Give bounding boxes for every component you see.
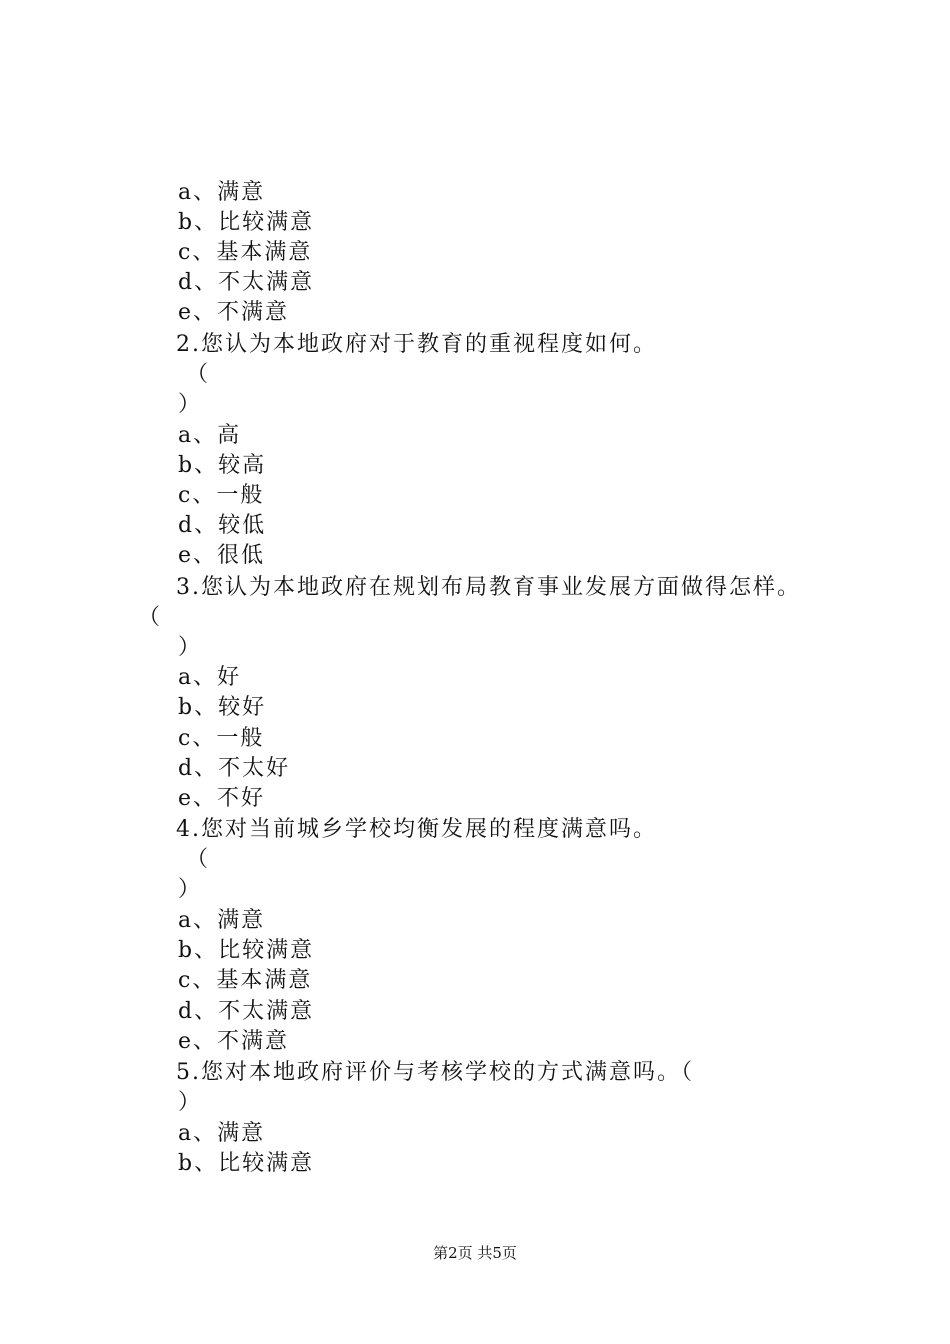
q2-option-d: d、较低 xyxy=(178,513,267,538)
q1-option-a: a、满意 xyxy=(178,180,266,205)
question-4-paren-open: （ xyxy=(186,847,211,872)
q5-option-a: a、满意 xyxy=(178,1121,266,1146)
q3-option-a: a、好 xyxy=(178,665,242,690)
q3-option-d: d、不太好 xyxy=(178,756,291,781)
page-number-footer: 第2页 共5页 xyxy=(433,1244,517,1262)
q4-option-e: e、不满意 xyxy=(178,1029,290,1054)
q4-option-a: a、满意 xyxy=(178,908,266,933)
q1-option-e: e、不满意 xyxy=(178,300,290,325)
question-4: 4.您对当前城乡学校均衡发展的程度满意吗。 xyxy=(176,817,657,842)
question-5: 5.您对本地政府评价与考核学校的方式满意吗。（ xyxy=(176,1060,694,1085)
q2-option-a: a、高 xyxy=(178,423,242,448)
question-2: 2.您认为本地政府对于教育的重视程度如何。 xyxy=(176,332,657,357)
q5-option-b: b、比较满意 xyxy=(178,1151,315,1176)
q2-option-e: e、很低 xyxy=(178,543,266,568)
q1-option-d: d、不太满意 xyxy=(178,270,315,295)
q3-option-c: c、一般 xyxy=(178,726,265,751)
q3-option-b: b、较好 xyxy=(178,695,267,720)
question-2-paren-open: （ xyxy=(186,362,211,387)
q1-option-b: b、比较满意 xyxy=(178,210,315,235)
q4-option-d: d、不太满意 xyxy=(178,999,315,1024)
q3-option-e: e、不好 xyxy=(178,786,266,811)
question-2-paren-close: ） xyxy=(178,392,203,417)
q1-option-c: c、基本满意 xyxy=(178,240,313,265)
q2-option-b: b、较高 xyxy=(178,453,267,478)
question-3-paren-close: ） xyxy=(178,635,203,660)
question-3-paren-open: （ xyxy=(138,605,163,630)
q2-option-c: c、一般 xyxy=(178,483,265,508)
q4-option-c: c、基本满意 xyxy=(178,968,313,993)
q4-option-b: b、比较满意 xyxy=(178,938,315,963)
question-4-paren-close: ） xyxy=(178,877,203,902)
question-3: 3.您认为本地政府在规划布局教育事业发展方面做得怎样。 xyxy=(176,575,801,600)
question-5-paren-close: ） xyxy=(178,1090,203,1115)
